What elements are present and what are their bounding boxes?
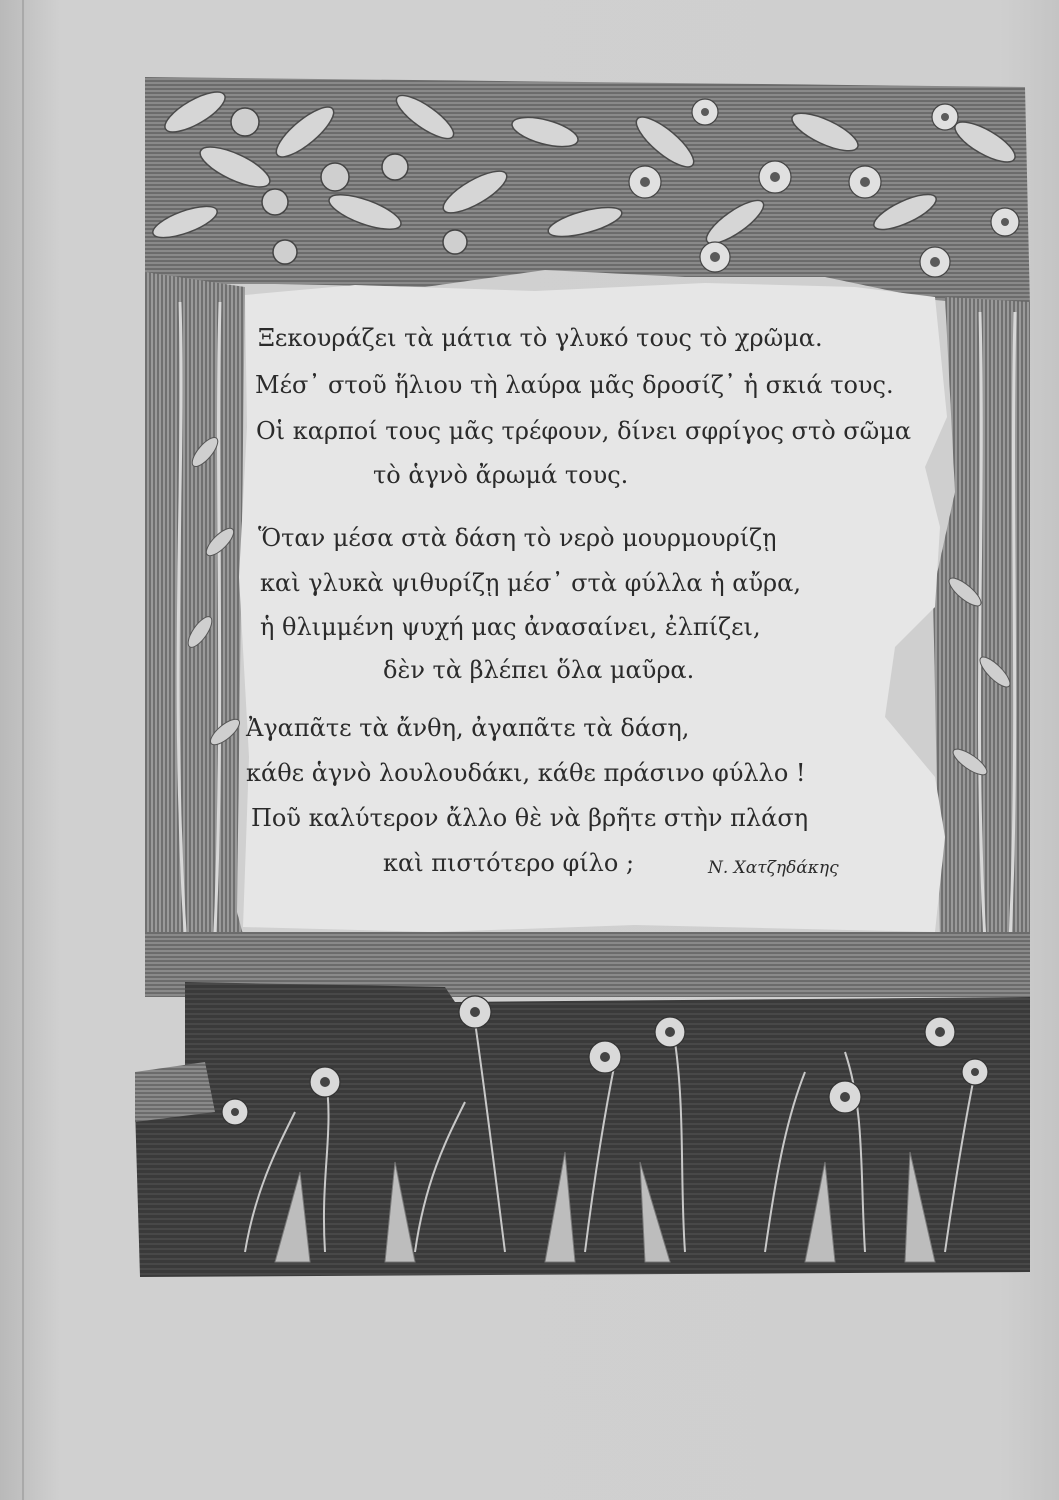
poem-panel (243, 288, 948, 918)
poem-line: Μέσ᾽ στοῦ ἥλιου τὴ λαύρα μᾶς δροσίζ᾽ ἡ σκιά τους. (255, 371, 894, 399)
leaves-and-flowers-icon (145, 77, 1030, 307)
poem-line: ἡ θλιμμένη ψυχή μας ἀνασαίνει, ἐλπίζει, (260, 613, 761, 641)
poem-line: Ὅταν μέσα στὰ δάση τὸ νερὸ μουρμουρίζῃ (258, 524, 777, 552)
poem-author: Ν. Χατζηδάκης (708, 858, 839, 878)
poem-line: Ἀγαπᾶτε τὰ ἄνθη, ἀγαπᾶτε τὰ δάση, (246, 714, 690, 742)
poem-line: δὲν τὰ βλέπει ὅλα μαῦρα. (383, 656, 695, 684)
poem-line: Ποῦ καλύτερον ἄλλο θὲ νὰ βρῆτε στὴν πλάση (251, 804, 809, 832)
poem-line: καὶ πιστότερο φίλο ; (383, 849, 635, 877)
poem-line: Οἱ καρποί τους μᾶς τρέφουν, δίνει σφρίγος στὸ σῶμα (256, 417, 912, 445)
poem-line: καὶ γλυκὰ ψιθυρίζῃ μέσ᾽ στὰ φύλλα ἡ αὔρα, (260, 569, 801, 597)
poem-line: τὸ ἁγνὸ ἄρωμά τους. (373, 461, 629, 489)
poem-line: Ξεκουράζει τὰ μάτια τὸ γλυκό τους τὸ χρῶμα. (258, 324, 823, 352)
poem-line: κάθε ἁγνὸ λουλουδάκι, κάθε πράσινο φύλλο ! (246, 759, 806, 787)
meadow-flowers-icon (135, 982, 1030, 1277)
page-gutter (22, 0, 24, 1500)
